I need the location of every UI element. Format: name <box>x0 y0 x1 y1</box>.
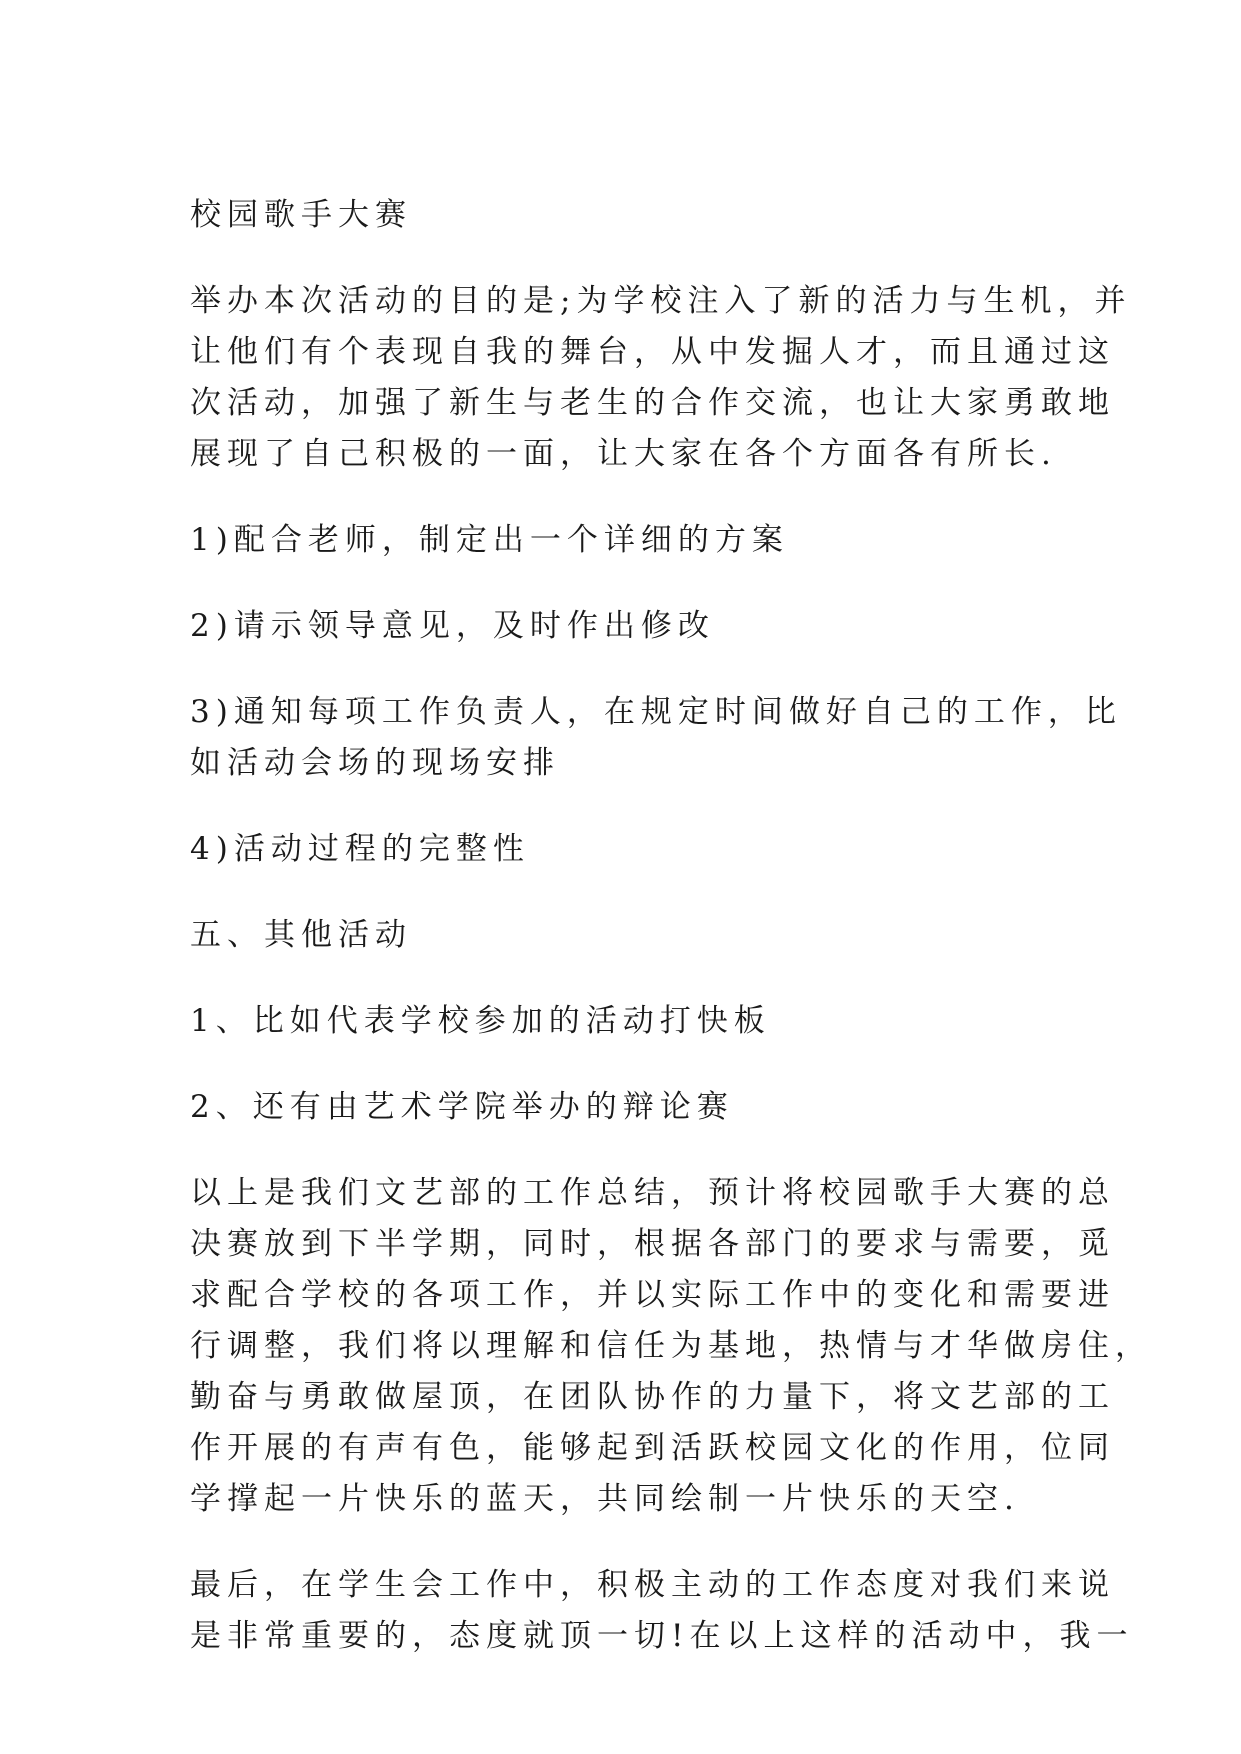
paragraph-line: 决赛放到下半学期，同时，根据各部门的要求与需要，觅 <box>190 1226 1115 1262</box>
paragraph-line: 勤奋与勇敢做屋顶，在团队协作的力量下，将文艺部的工 <box>190 1379 1115 1415</box>
paragraph-line: 如活动会场的现场安排 <box>190 745 560 781</box>
paragraph-line: 最后，在学生会工作中，积极主动的工作态度对我们来说 <box>190 1567 1115 1603</box>
title-line: 校园歌手大赛 <box>190 197 412 233</box>
paragraph-line: 展现了自己积极的一面，让大家在各个方面各有所长. <box>190 436 1057 472</box>
heading-line: 五、其他活动 <box>190 917 412 953</box>
section-heading <box>190 910 1050 961</box>
section-item-2 <box>190 1082 1050 1133</box>
paragraph-line: 次活动，加强了新生与老生的合作交流，也让大家勇敢地 <box>190 385 1115 421</box>
paragraph-line: 2、还有由艺术学院举办的辩论赛 <box>190 1089 734 1125</box>
document-page <box>190 190 1152 1697</box>
purpose-paragraph <box>190 276 1132 480</box>
step-1 <box>190 515 1050 566</box>
paragraph-line: 举办本次活动的目的是;为学校注入了新的活力与生机，并 <box>190 283 1132 319</box>
summary-paragraph <box>190 1168 1152 1525</box>
step-4 <box>190 824 1050 875</box>
paragraph-line: 求配合学校的各项工作，并以实际工作中的变化和需要进 <box>190 1277 1115 1313</box>
step-2 <box>190 601 1050 652</box>
paragraph-line: 让他们有个表现自我的舞台，从中发掘人才，而且通过这 <box>190 334 1115 370</box>
paragraph-line: 作开展的有声有色，能够起到活跃校园文化的作用，位同 <box>190 1430 1115 1466</box>
paragraph-line: 2)请示领导意见，及时作出修改 <box>190 608 715 644</box>
paragraph-line: 以上是我们文艺部的工作总结，预计将校园歌手大赛的总 <box>190 1175 1115 1211</box>
paragraph-line: 行调整，我们将以理解和信任为基地，热情与才华做房住， <box>190 1328 1152 1364</box>
step-3 <box>190 687 1122 789</box>
document-title <box>190 190 1050 241</box>
section-item-1 <box>190 996 1050 1047</box>
paragraph-line: 3)通知每项工作负责人，在规定时间做好自己的工作，比 <box>190 694 1122 730</box>
paragraph-line: 是非常重要的，态度就顶一切!在以上这样的活动中，我一 <box>190 1618 1134 1654</box>
paragraph-line: 1)配合老师，制定出一个详细的方案 <box>190 522 789 558</box>
paragraph-line: 1、比如代表学校参加的活动打快板 <box>190 1003 771 1039</box>
paragraph-line: 学撑起一片快乐的蓝天，共同绘制一片快乐的天空. <box>190 1481 1020 1517</box>
paragraph-line: 4)活动过程的完整性 <box>190 831 530 867</box>
closing-paragraph <box>190 1560 1134 1662</box>
